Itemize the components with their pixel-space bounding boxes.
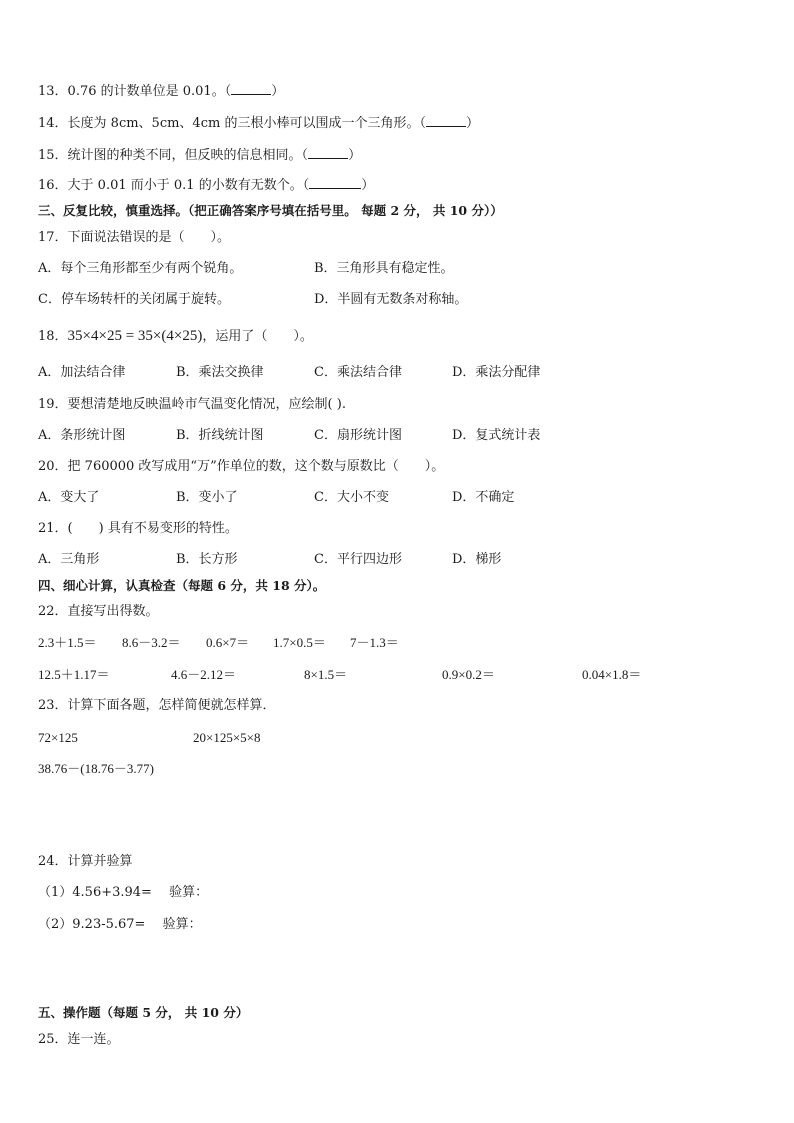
calc-expression: 72×125: [38, 730, 78, 745]
question-19-stem: 19．要想清楚地反映温岭市气温变化情况，应绘制( ).: [38, 397, 346, 412]
q18-option-d[interactable]: D．乘法分配律: [452, 365, 541, 380]
calc-item: 8×1.5＝: [304, 667, 348, 682]
q21-option-b[interactable]: B．长方形: [176, 552, 238, 567]
math-expression: 35×4×25 = 35×(4×25): [67, 328, 203, 344]
q21-option-d[interactable]: D．梯形: [452, 552, 502, 567]
q18-option-c[interactable]: C．乘法结合律: [314, 365, 402, 380]
question-tail: ，运用了（ ）。: [202, 329, 313, 344]
question-13: [38, 82, 284, 101]
question-14: [38, 114, 479, 133]
question-text: 0.76 的计数单位是 0.01。（: [67, 84, 232, 99]
question-15: [38, 146, 361, 165]
q18-option-a[interactable]: A．加法结合律: [38, 365, 126, 380]
question-text: 大于 0.01 而小于 0.1 的小数有无数个。（: [67, 178, 310, 193]
q20-option-c[interactable]: C．大小不变: [314, 490, 389, 505]
answer-blank[interactable]: [426, 114, 466, 127]
q19-option-b[interactable]: B．折线统计图: [176, 428, 264, 443]
bracket-close: ）: [348, 148, 362, 163]
question-21-stem: 21．( ) 具有不易变形的特性。: [38, 521, 238, 536]
q18-option-b[interactable]: B．乘法交换律: [176, 365, 264, 380]
section-5-title: 五、操作题（每题 5 分， 共 10 分）: [38, 1005, 249, 1020]
q24-part-2: （2）9.23-5.67= 验算：: [38, 917, 202, 932]
q20-option-b[interactable]: B．变小了: [176, 490, 238, 505]
q17-option-a[interactable]: A．每个三角形都至少有两个锐角。: [38, 261, 243, 276]
bracket-close: ）: [361, 178, 375, 193]
section-4-title: 四、细心计算，认真检查（每题 6 分，共 18 分）。: [38, 578, 326, 593]
calc-item: 0.9×0.2＝: [442, 667, 495, 682]
question-number: 14．: [38, 116, 68, 131]
q20-option-d[interactable]: D．不确定: [452, 490, 515, 505]
question-20-stem: 20．把 760000 改写成用“万”作单位的数，这个数与原数比（ ）。: [38, 459, 445, 474]
calc-item: 1.7×0.5＝: [273, 635, 326, 650]
question-24-stem: 24．计算并验算: [38, 854, 133, 869]
q20-option-a[interactable]: A．变大了: [38, 490, 100, 505]
q19-option-a[interactable]: A．条形统计图: [38, 428, 126, 443]
q19-option-d[interactable]: D．复式统计表: [452, 428, 541, 443]
calc-item: 0.04×1.8＝: [582, 667, 642, 682]
section-3-title: 三、反复比较，慎重选择。（把正确答案序号填在括号里。 每题 2 分， 共 10 分））: [38, 203, 503, 218]
question-number: 15．: [38, 148, 68, 163]
answer-blank[interactable]: [309, 176, 361, 189]
q21-option-a[interactable]: A．三角形: [38, 552, 100, 567]
calc-item: 2.3＋1.5＝: [38, 635, 97, 650]
calc-item: 8.6－3.2＝: [122, 635, 181, 650]
question-text: 长度为 8cm、5cm、4cm 的三根小棒可以围成一个三角形。（: [67, 116, 426, 131]
question-number: 13．: [38, 84, 68, 99]
calc-item: 0.6×7＝: [206, 635, 250, 650]
q19-option-c[interactable]: C．扇形统计图: [314, 428, 402, 443]
bracket-close: ）: [271, 84, 285, 99]
calc-expression: 38.76－(18.76－3.77): [38, 761, 154, 776]
question-18-stem: [38, 327, 313, 346]
q17-option-d[interactable]: D．半圆有无数条对称轴。: [314, 292, 468, 307]
calc-item: 7－1.3＝: [350, 635, 399, 650]
answer-blank[interactable]: [308, 146, 348, 159]
bracket-close: ）: [465, 116, 479, 131]
question-22-stem: 22．直接写出得数。: [38, 604, 159, 619]
q17-option-b[interactable]: B．三角形具有稳定性。: [314, 261, 454, 276]
calc-item: 4.6－2.12＝: [171, 667, 237, 682]
calc-expression: 20×125×5×8: [193, 730, 261, 745]
calc-item: 12.5＋1.17＝: [38, 667, 110, 682]
question-17-stem: 17．下面说法错误的是（ ）。: [38, 230, 231, 245]
question-16: [38, 176, 374, 195]
question-number: 18．: [38, 329, 68, 344]
q24-part-1: （1）4.56+3.94= 验算：: [38, 885, 209, 900]
question-23-stem: 23．计算下面各题，怎样简便就怎样算．: [38, 698, 276, 713]
q21-option-c[interactable]: C．平行四边形: [314, 552, 402, 567]
question-25-stem: 25．连一连。: [38, 1032, 120, 1047]
answer-blank[interactable]: [231, 82, 271, 95]
q17-option-c[interactable]: C．停车场转杆的关闭属于旋转。: [38, 292, 230, 307]
question-text: 统计图的种类不同，但反映的信息相同。（: [67, 148, 309, 163]
question-number: 16．: [38, 178, 68, 193]
